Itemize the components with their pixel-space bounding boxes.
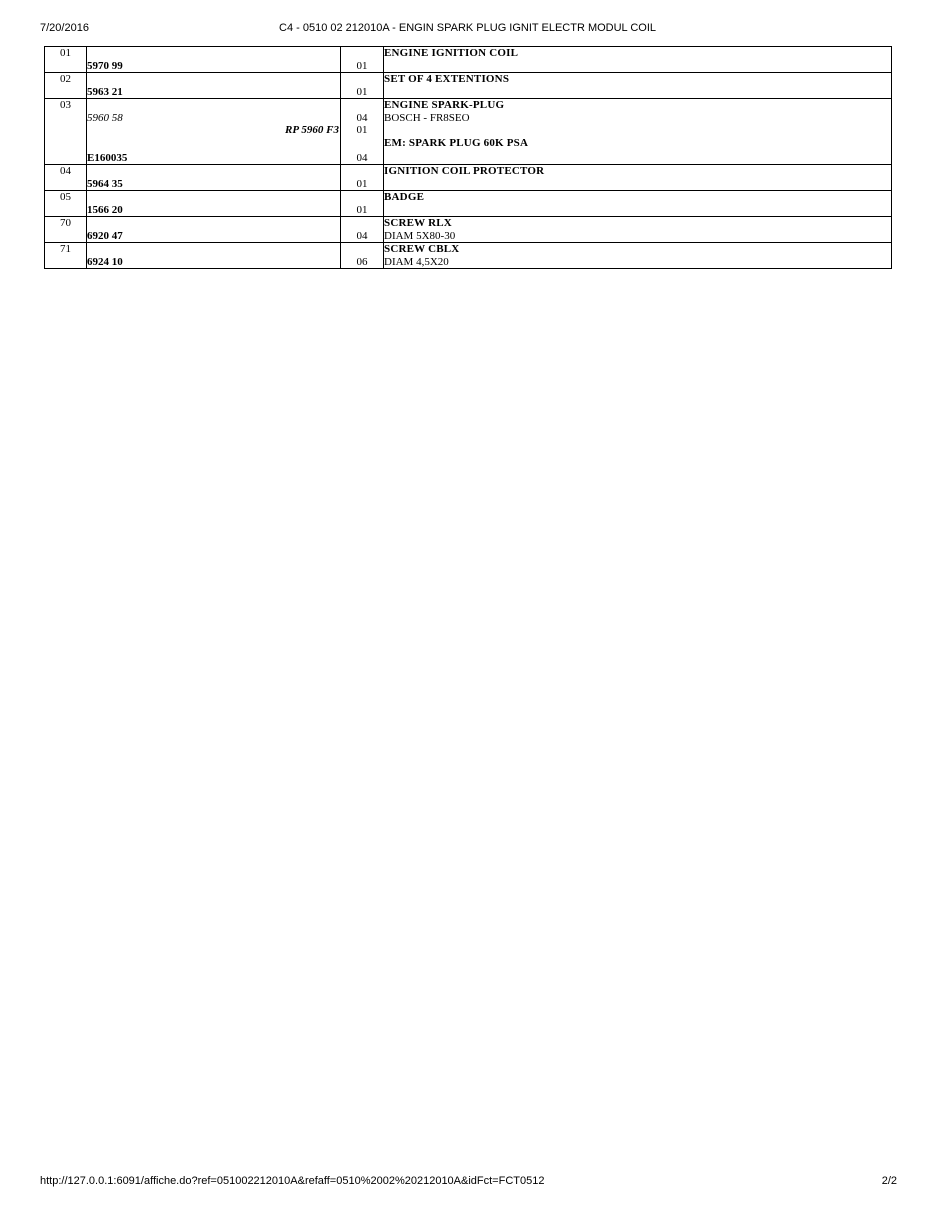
- table-row: [45, 47, 892, 73]
- description-cell: [384, 165, 892, 191]
- part-reference: 6924 10: [87, 255, 123, 268]
- part-reference: E160035: [87, 151, 128, 164]
- table-row: [45, 217, 892, 243]
- quantity: 01: [356, 203, 368, 216]
- quantity-cell: [341, 47, 384, 73]
- part-description-detail: BOSCH - FR8SEO: [384, 111, 470, 124]
- row-number: 70: [45, 217, 87, 243]
- table-row: [45, 165, 892, 191]
- part-reference-cell: [87, 99, 341, 165]
- quantity-cell: [341, 217, 384, 243]
- quantity: 01: [356, 124, 368, 136]
- table-row: [45, 73, 892, 99]
- row-number: 03: [45, 99, 87, 165]
- part-description-detail: DIAM 5X80-30: [384, 229, 456, 242]
- page-title: C4 - 0510 02 212010A - ENGIN SPARK PLUG IGNIT ELECTR MODUL COIL: [279, 22, 656, 34]
- parts-table-body: [45, 47, 892, 269]
- part-reference-cell: [87, 243, 341, 269]
- part-reference: 5970 99: [87, 59, 123, 72]
- quantity: 01: [356, 177, 368, 190]
- quantity-cell: [341, 165, 384, 191]
- quantity-cell: [341, 191, 384, 217]
- quantity: 01: [356, 85, 368, 98]
- part-description: ENGINE SPARK-PLUG: [384, 99, 505, 111]
- part-description: BADGE: [384, 191, 425, 203]
- part-description-detail: DIAM 4,5X20: [384, 255, 449, 268]
- description-cell: [384, 217, 892, 243]
- parts-table: [44, 46, 892, 269]
- description-cell: [384, 47, 892, 73]
- quantity-cell: [341, 99, 384, 165]
- description-cell: [384, 99, 892, 165]
- part-description: IGNITION COIL PROTECTOR: [384, 165, 545, 177]
- part-reference: 6920 47: [87, 229, 123, 242]
- row-number: 04: [45, 165, 87, 191]
- table-row: [45, 243, 892, 269]
- row-number: 01: [45, 47, 87, 73]
- table-row: [45, 191, 892, 217]
- quantity-cell: [341, 243, 384, 269]
- quantity: 01: [356, 59, 368, 72]
- part-reference-cell: [87, 191, 341, 217]
- part-reference-cell: [87, 165, 341, 191]
- part-reference: 5960 58: [87, 111, 123, 124]
- replacement-reference: RP 5960 F3: [285, 124, 339, 136]
- description-cell: [384, 243, 892, 269]
- quantity: 04: [356, 111, 368, 124]
- quantity-cell: [341, 73, 384, 99]
- quantity: 04: [356, 151, 368, 164]
- table-row: [45, 99, 892, 165]
- row-number: 05: [45, 191, 87, 217]
- part-reference: 5963 21: [87, 85, 123, 98]
- description-cell: [384, 191, 892, 217]
- page-number: 2/2: [881, 1175, 897, 1187]
- part-description: EM: SPARK PLUG 60K PSA: [384, 136, 529, 149]
- part-description: SCREW CBLX: [384, 243, 460, 255]
- quantity: 04: [356, 229, 368, 242]
- page-url: http://127.0.0.1:6091/affiche.do?ref=051002212010A&refaff=0510%2002%20212010A&idFct=FCT0512: [40, 1175, 545, 1187]
- row-number: 02: [45, 73, 87, 99]
- print-date: 7/20/2016: [40, 22, 89, 34]
- row-number: 71: [45, 243, 87, 269]
- part-reference-cell: [87, 217, 341, 243]
- part-reference-cell: [87, 47, 341, 73]
- description-cell: [384, 73, 892, 99]
- part-description: SCREW RLX: [384, 217, 452, 229]
- part-reference: 1566 20: [87, 203, 123, 216]
- part-description: SET OF 4 EXTENTIONS: [384, 73, 510, 85]
- quantity: 06: [356, 255, 368, 268]
- part-reference-cell: [87, 73, 341, 99]
- part-description: ENGINE IGNITION COIL: [384, 47, 519, 59]
- part-reference: 5964 35: [87, 177, 123, 190]
